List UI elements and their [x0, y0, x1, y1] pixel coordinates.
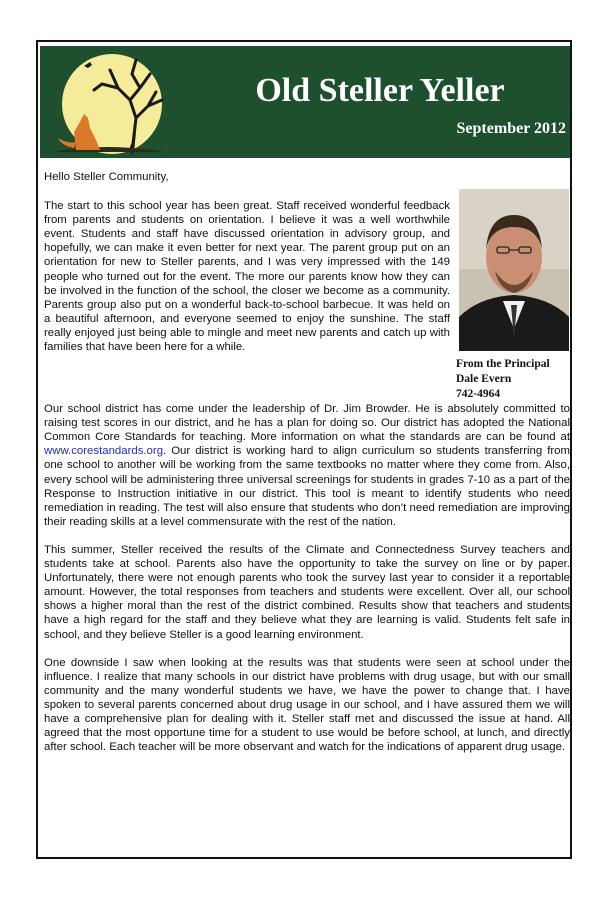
intro-section [44, 199, 570, 401]
issue-date: September 2012 [456, 120, 566, 137]
article-body [44, 170, 570, 768]
paragraph-3: This summer, Steller received the results of the Climate and Connectedness Survey teachers and students take at school. Parents also have the opportunity to take the survey on line or by paper. Unfortunately, there were not enough parents who took the survey last year to consider it a reportable amount. However, the total responses from teachers and students were excellent. Over all, our school shows a higher moral than the rest of the district combined. Results show that teachers and students have a high regard for the staff and they believe what they are learning is valid. Students felt safe in school, and they believe Steller is a good learning environment. [44, 543, 570, 641]
principal-photo [459, 189, 569, 351]
caption-phone: 742-4964 [456, 388, 501, 401]
caption-name: Dale Evern [456, 373, 512, 386]
newsletter-title: Old Steller Yeller [255, 72, 505, 109]
paragraph-1: The start to this school year has been great. Staff received wonderful feedback from parents and students on orientation. I believe it was a well worthwhile event. Students and staff have discussed orientation in advisory group, and hopefully, we can make it even better for next year. The parent group put on an orientation for new to Steller parents, and I was very impressed with the 149 people who turned out for the event. The more our parents know how they can be involved in the function of the school, the closer we become as a community. Parents group also put on a wonderful back-to-school barbecue. It was held on a beautiful afternoon, and everyone seemed to enjoy the sunshine. The staff really enjoyed just being able to mingle and meet new parents and catch up with families that have been here for a while. [44, 200, 450, 354]
paragraph-2-text-b: . Our district is working hard to align curriculum so students transferring from one school to another will be working from the same textbooks no matter where they come from. Also, every school will be administering three universal screenings for students in grades 7-10 as a part of the Response to Instruction initiative in our district. This tool is meant to identify students who need remediation in reading. The test will also ensure that students who don’t need remediation are improving their reading skills at a level commensurate with the rest of the nation. [44, 445, 570, 528]
corestandards-link[interactable]: www.corestandards.org [44, 445, 164, 458]
caption-role: From the Principal [456, 358, 550, 371]
masthead [40, 46, 570, 158]
paragraph-4: One downside I saw when looking at the results was that students were seen at school under the influence. I realize that many schools in our district have problems with drug usage, but with our small community and the many wonderful students we have, we have the power to change that. I have spoken to several parents concerned about drug usage in our school, and I have assured them we will have a comprehensive plan for dealing with it. Steller staff met and discussed the issue at hand. All agreed that the most opportune time for a student to use would be before school, at lunch, and directly after school. Each teacher will be more observant and watch for the indications of apparent drug usage. [44, 656, 570, 754]
wolf-moon-logo-icon [44, 48, 174, 156]
paragraph-2 [44, 402, 570, 529]
paragraph-2-text-a: Our school district has come under the leadership of Dr. Jim Browder. He is absolutely committed to raising test scores in our district, and he has a plan for doing so. Our district has adopted the National Common Core Standards for teaching. More information on what the standards are can be found at [44, 403, 570, 444]
principal-sidebar [456, 189, 570, 402]
principal-caption [456, 357, 570, 402]
greeting: Hello Steller Community, [44, 171, 169, 183]
